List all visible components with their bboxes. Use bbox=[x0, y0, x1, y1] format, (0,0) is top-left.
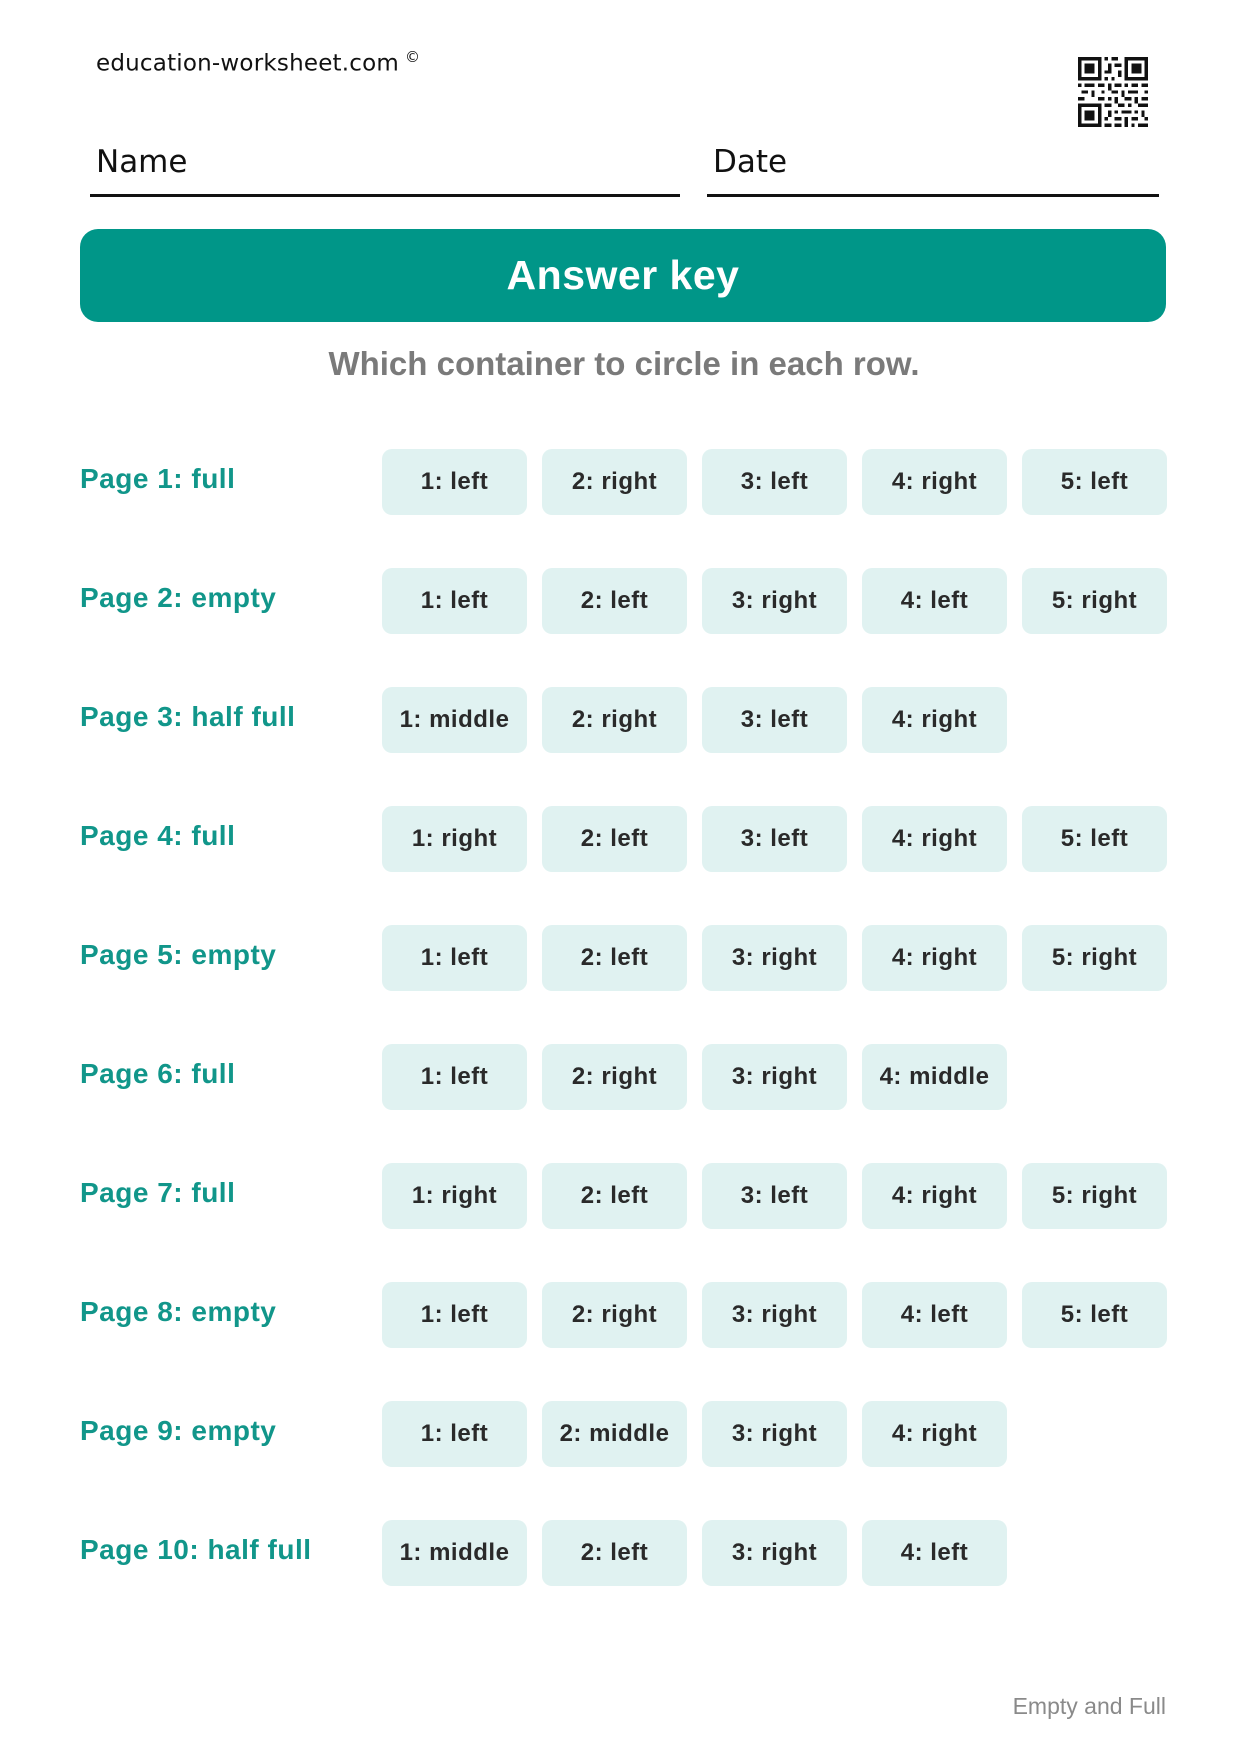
answer-cells bbox=[382, 1163, 1167, 1229]
answer-cell: 4: right bbox=[862, 449, 1007, 515]
answer-cells bbox=[382, 1401, 1007, 1467]
answer-cell: 3: right bbox=[702, 925, 847, 991]
answer-cell: 2: right bbox=[542, 687, 687, 753]
answer-cell: 1: left bbox=[382, 1401, 527, 1467]
answer-cell: 5: right bbox=[1022, 568, 1167, 634]
copyright-symbol: © bbox=[405, 48, 421, 66]
answer-cell: 4: left bbox=[862, 1282, 1007, 1348]
answer-row bbox=[80, 1401, 1168, 1520]
site-brand bbox=[96, 48, 420, 77]
answer-row bbox=[80, 687, 1168, 806]
page-label: Page 6: full bbox=[80, 1058, 236, 1089]
answer-cell: 4: middle bbox=[862, 1044, 1007, 1110]
page-label: Page 3: half full bbox=[80, 701, 296, 732]
answer-cell: 5: right bbox=[1022, 925, 1167, 991]
answer-row bbox=[80, 925, 1168, 1044]
answer-cell: 1: right bbox=[382, 1163, 527, 1229]
page-label: Page 10: half full bbox=[80, 1534, 312, 1565]
answer-cell: 5: left bbox=[1022, 806, 1167, 872]
answer-cells bbox=[382, 568, 1167, 634]
answer-cell: 3: left bbox=[702, 806, 847, 872]
answer-cell: 1: left bbox=[382, 925, 527, 991]
answer-cell: 3: right bbox=[702, 1044, 847, 1110]
answer-cell: 1: middle bbox=[382, 1520, 527, 1586]
answer-cell: 3: right bbox=[702, 568, 847, 634]
answer-cell: 2: right bbox=[542, 449, 687, 515]
answer-cell: 5: right bbox=[1022, 1163, 1167, 1229]
answer-cell: 3: left bbox=[702, 687, 847, 753]
answer-cells bbox=[382, 687, 1007, 753]
answer-cell: 1: left bbox=[382, 1282, 527, 1348]
answer-row bbox=[80, 568, 1168, 687]
worksheet-topic: Empty and Full bbox=[1012, 1693, 1166, 1719]
page-label: Page 7: full bbox=[80, 1177, 236, 1208]
answer-cell: 2: right bbox=[542, 1282, 687, 1348]
answer-cells bbox=[382, 449, 1167, 515]
answer-cell: 1: middle bbox=[382, 687, 527, 753]
answer-cells bbox=[382, 1044, 1007, 1110]
answer-cell: 1: right bbox=[382, 806, 527, 872]
answer-cells bbox=[382, 925, 1167, 991]
page-label: Page 8: empty bbox=[80, 1296, 277, 1327]
answer-row bbox=[80, 1520, 1168, 1639]
answer-cell: 1: left bbox=[382, 449, 527, 515]
instructions: Which container to circle in each row. bbox=[328, 345, 920, 382]
answer-cell: 5: left bbox=[1022, 449, 1167, 515]
answer-cell: 2: left bbox=[542, 1163, 687, 1229]
answer-cells bbox=[382, 806, 1167, 872]
answer-cell: 3: left bbox=[702, 449, 847, 515]
page-label: Page 9: empty bbox=[80, 1415, 277, 1446]
answer-row bbox=[80, 1282, 1168, 1401]
answer-cell: 2: right bbox=[542, 1044, 687, 1110]
answer-cell: 2: left bbox=[542, 806, 687, 872]
answer-cell: 4: right bbox=[862, 687, 1007, 753]
page-label: Page 5: empty bbox=[80, 939, 277, 970]
answer-cell: 3: right bbox=[702, 1282, 847, 1348]
answer-cell: 4: left bbox=[862, 568, 1007, 634]
answer-cell: 4: right bbox=[862, 1163, 1007, 1229]
answer-row bbox=[80, 449, 1168, 568]
page-label: Page 2: empty bbox=[80, 582, 277, 613]
answer-cell: 4: right bbox=[862, 806, 1007, 872]
name-field[interactable] bbox=[90, 140, 680, 197]
brand-text: education-worksheet.com bbox=[96, 50, 399, 77]
answer-row bbox=[80, 806, 1168, 925]
answer-cell: 4: right bbox=[862, 925, 1007, 991]
qr-code-icon bbox=[1078, 57, 1148, 127]
answer-cell: 1: left bbox=[382, 1044, 527, 1110]
page-label: Page 4: full bbox=[80, 820, 236, 851]
date-field[interactable] bbox=[707, 140, 1159, 197]
answer-cell: 1: left bbox=[382, 568, 527, 634]
answer-key-banner bbox=[80, 229, 1166, 322]
page-label: Page 1: full bbox=[80, 463, 236, 494]
answer-cell: 2: middle bbox=[542, 1401, 687, 1467]
answer-cell: 2: left bbox=[542, 568, 687, 634]
answer-cell: 4: right bbox=[862, 1401, 1007, 1467]
answer-row bbox=[80, 1044, 1168, 1163]
answer-cell: 2: left bbox=[542, 1520, 687, 1586]
date-label: Date bbox=[713, 144, 788, 180]
answer-cell: 3: right bbox=[702, 1401, 847, 1467]
answer-cell: 4: left bbox=[862, 1520, 1007, 1586]
answer-cell: 3: left bbox=[702, 1163, 847, 1229]
answer-rows bbox=[80, 449, 1168, 1639]
answer-cell: 2: left bbox=[542, 925, 687, 991]
answer-cell: 3: right bbox=[702, 1520, 847, 1586]
name-label: Name bbox=[96, 144, 188, 180]
answer-row bbox=[80, 1163, 1168, 1282]
banner-title: Answer key bbox=[506, 252, 740, 298]
answer-cell: 5: left bbox=[1022, 1282, 1167, 1348]
answer-cells bbox=[382, 1282, 1167, 1348]
answer-cells bbox=[382, 1520, 1007, 1586]
